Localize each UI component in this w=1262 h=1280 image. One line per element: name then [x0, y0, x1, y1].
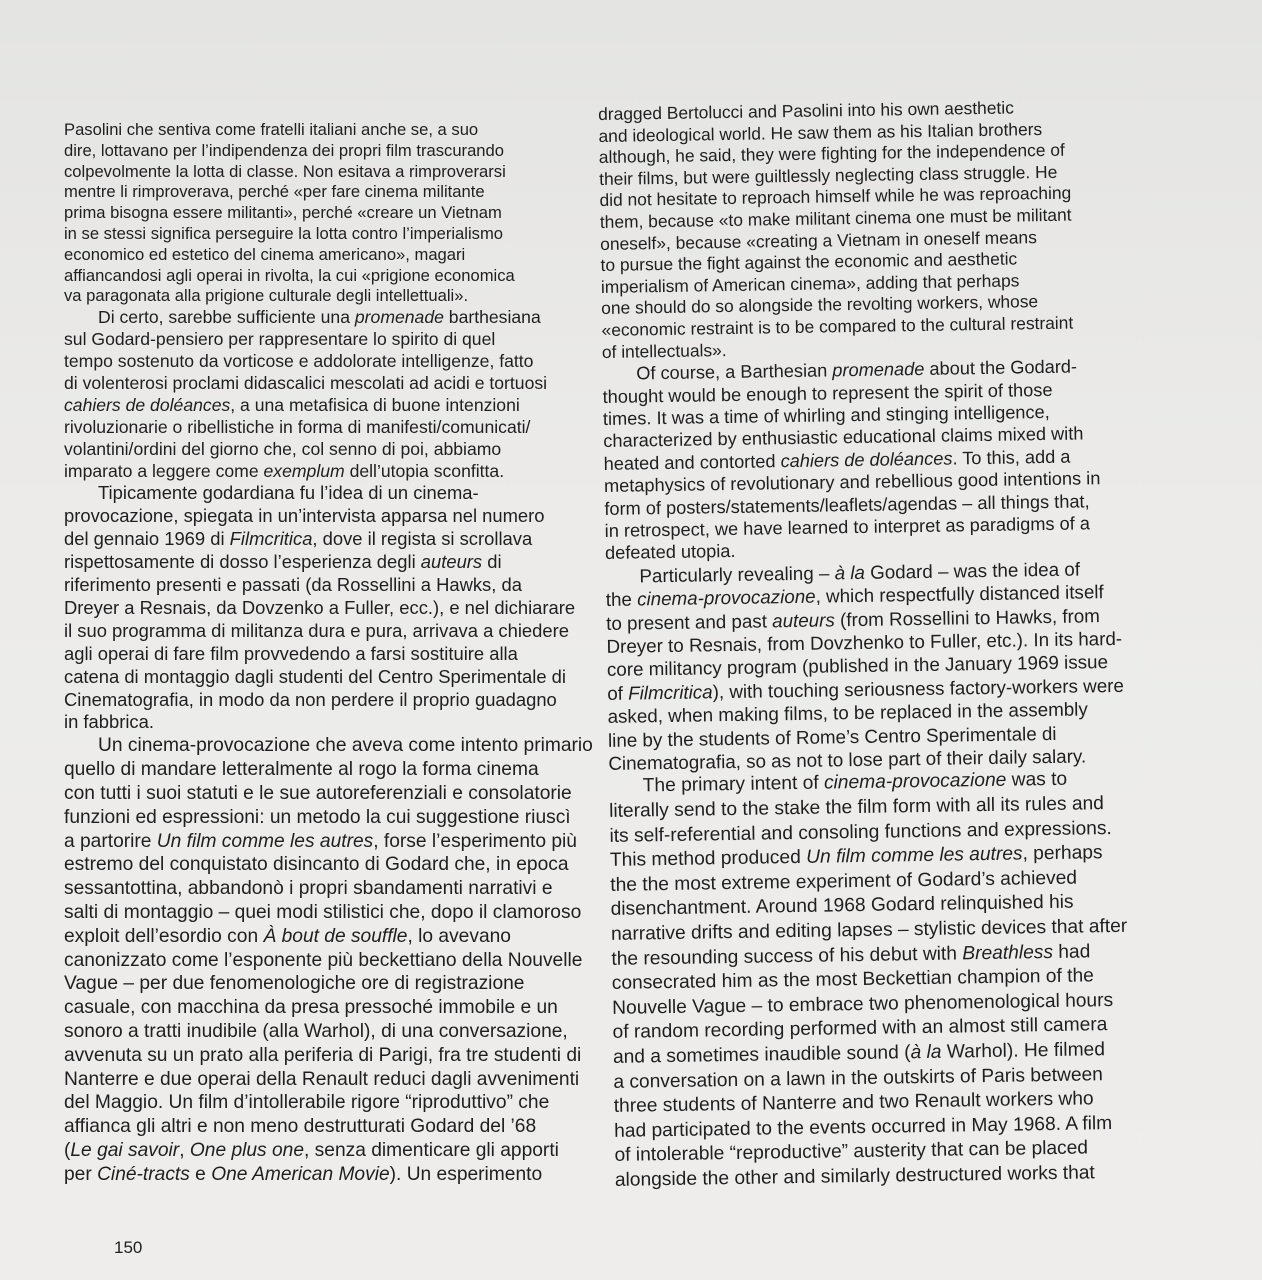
text-line: affiancandosi agli operai in rivolta, la cui «prigione economica [64, 265, 515, 285]
text-line: Cinematografia, so as not to lose part of their daily salary. [608, 745, 1087, 774]
text-line: colpevolmente la lotta di classe. Non esitava a rimproverarsi [64, 161, 506, 181]
text-line: in se stessi significa perseguire la lotta contro l’imperialismo [64, 223, 503, 243]
text-line: Un cinema-provocazione che aveva come intento primario [98, 735, 593, 757]
text-line: il suo programma di militanza dura e pura, arrivava a chiedere [64, 619, 569, 641]
text-line: Di certo, sarebbe sufficiente una promenade barthesiana [98, 307, 541, 328]
text-line: a conversation on a lawn in the outskirts of Paris between [613, 1063, 1104, 1093]
text-line: dragged Bertolucci and Pasolini into his own aesthetic [598, 97, 1014, 124]
text-line: casuale, con macchina da presa pressoché immobile e un [64, 997, 558, 1019]
text-line: economico ed estetico del cinema americano», magari [64, 244, 466, 264]
text-line: oneself», because «creating a Vietnam in oneself means [600, 226, 1037, 254]
text-line: consecrated him as the most Beckettian champion of the [611, 965, 1095, 995]
text-line: Pasolini che sentiva come fratelli italiani anche se, a suo [64, 120, 479, 139]
text-line: core militancy program (published in the January 1969 issue [606, 651, 1109, 681]
text-line: line by the students of Rome’s Centro Sperimentale di [607, 722, 1057, 751]
text-line: dire, lottavano per l’indipendenza dei propri film trascurando [64, 140, 504, 160]
text-line: to present and past auteurs (from Rossellini to Hawks, from [605, 604, 1101, 634]
text-line: The primary intent of cinema-provocazione was to [642, 769, 1068, 797]
text-line: one should do so alongside the revolting workers, whose [601, 291, 1039, 319]
text-line: con tutti i suoi statuti e le sue autoreferenziali e consolatorie [64, 782, 572, 804]
english-text-column [598, 95, 1175, 1193]
text-line: Nouvelle Vague – to embrace two phenomenological hours [612, 989, 1114, 1019]
text-line: sonoro a tratti inudibile (alla Warhol), di una conversazione, [64, 1020, 568, 1042]
text-line: «economic restraint is to be compared to the cultural restraint [601, 312, 1074, 340]
paragraph [598, 95, 1162, 363]
text-line: provocazione, spiegata in un’intervista apparsa nel numero [64, 505, 545, 527]
paragraph [605, 556, 1168, 775]
text-line: del gennaio 1969 di Filmcritica, dove il regista si scrollava [64, 528, 533, 550]
text-line: Particularly revealing – à la Godard – was the idea of [639, 558, 1081, 587]
text-line: quello di mandare letteralmente al rogo la forma cinema [64, 759, 539, 781]
text-line: of random recording performed with an almost still camera [612, 1014, 1108, 1044]
text-line: rispettosamente di dosso l’esperienza degli auteurs di [64, 551, 502, 573]
text-line: asked, when making films, to be replaced in the assembly [607, 698, 1088, 728]
text-line: exploit dell’esordio con À bout de souffle, lo avevano [64, 925, 511, 947]
text-line: Cinematografia, in modo da non perdere il proprio guadagno [64, 688, 557, 710]
text-line: alongside the other and similarly destructured works that [614, 1162, 1095, 1191]
text-line: narrative drifts and editing lapses – stylistic devices that after [610, 915, 1128, 945]
text-line: a partorire Un film comme les autres, forse l’esperimento più [64, 830, 577, 852]
text-line: per Ciné-tracts e One American Movie). Un esperimento [64, 1163, 543, 1185]
text-line: avvenuta su un prato alla periferia di Parigi, fra tre studenti di [64, 1044, 582, 1066]
page-number: 150 [114, 1238, 143, 1257]
text-line: its self-referential and consoling functions and expressions. [609, 817, 1112, 847]
text-line: (Le gai savoir, One plus one, senza dimenticare gli apporti [64, 1139, 559, 1161]
text-line: their films, but were guiltlessly neglecting class struggle. He [599, 161, 1058, 189]
text-line: tempo sostenuto da vorticose e addolorate intelligenze, fatto [64, 350, 534, 371]
paragraph [64, 307, 584, 482]
italian-text-column [64, 120, 593, 1187]
text-line: salti di montaggio – quei modi stilistici che, dopo il clamoroso [64, 901, 582, 923]
text-line: Of course, a Barthesian promenade about the Godard- [636, 356, 1078, 384]
text-line: the resounding success of his debut with Breathless had [611, 940, 1091, 970]
text-line: and a sometimes inaudible sound (à la Warhol). He filmed [612, 1039, 1106, 1068]
paragraph [64, 482, 584, 734]
text-line: Dreyer a Resnais, da Dovzenko a Fuller, ecc.), e nel dichiarare [64, 596, 576, 618]
text-line: characterized by enthusiastic educational claims mixed with [603, 423, 1084, 452]
paragraph [602, 354, 1165, 564]
text-line: rivoluzionarie o ribellistiche in forma di manifesti/comunicati/ [64, 416, 531, 437]
text-line: Vague – per due fenomenologiche ore di registrazione [64, 973, 525, 995]
text-line: Tipicamente godardiana fu l’idea di un cinema- [98, 482, 479, 504]
text-line: mentre li rimproverava, perché «per fare cinema militante [64, 182, 485, 202]
text-line: va paragonata alla prigione culturale degli intellettuali». [64, 286, 469, 306]
text-line: Dreyer to Resnais, from Dovzhenko to Fuller, etc.). In its hard- [606, 627, 1123, 657]
text-line: literally send to the stake the film form with all its rules and [608, 793, 1105, 822]
text-line: canonizzato come l’esponente più beckettiano della Nouvelle [64, 949, 583, 971]
text-line: funzioni ed espressioni: un metodo la cui suggestione riuscì [64, 806, 571, 828]
text-line: disenchantment. Around 1968 Godard relinquished his [610, 892, 1074, 921]
text-line: volantini/ordini del giorno che, col senno di poi, abbiamo [64, 438, 502, 459]
text-line: had participated to the events occurred in May 1968. A film [613, 1112, 1113, 1142]
text-line: prima bisogna essere militanti», perché «creare un Vietnam [64, 203, 502, 223]
text-line: the cinema-provocazione, which respectfully distanced itself [605, 581, 1104, 611]
text-line: three students of Nanterre and two Renault workers who [613, 1088, 1094, 1118]
text-line: metaphysics of revolutionary and rebellious good intentions in [603, 468, 1101, 497]
paragraph [64, 120, 584, 307]
text-line: although, he said, they were fighting for the independence of [598, 139, 1065, 168]
text-line: imparato a leggere come exemplum dell’utopia sconfitta. [64, 460, 505, 481]
text-line: catena di montaggio dagli studenti del Centro Sperimentale di [64, 665, 566, 687]
text-line: del Maggio. Un film d’intollerabile rigore “riproduttivo” che [64, 1092, 550, 1114]
text-line: of Filmcritica), with touching seriousness factory-workers were [607, 674, 1125, 704]
text-line: form of posters/statements/leaflets/agendas – all things that, [604, 490, 1090, 519]
text-line: did not hesitate to reproach himself while he was reproaching [599, 182, 1072, 211]
text-line: imperialism of American cinema», adding that perhaps [600, 270, 1020, 297]
text-line: This method produced Un film comme les autres, perhaps [609, 842, 1103, 872]
text-line: in fabbrica. [64, 711, 154, 733]
text-line: heated and contorted cahiers de doléances. To this, add a [603, 446, 1071, 474]
paragraph [64, 734, 593, 1186]
text-line: riferimento presenti e passati (da Rossellini a Hawks, da [64, 574, 522, 596]
text-line: sul Godard-pensiero per rappresentare lo spirito di quel [64, 329, 496, 350]
text-line: and ideological world. He saw them as his Italian brothers [598, 118, 1043, 146]
text-line: to pursue the fight against the economic and aesthetic [600, 248, 1018, 276]
paragraph [609, 767, 1175, 1194]
text-line: di volenterosi proclami didascalici mescolati ad acidi e tortuosi [64, 372, 548, 393]
text-line: affianca gli altri e non meno destrutturati Godard del ’68 [64, 1116, 537, 1138]
text-line: thought would be enough to represent the spirit of those [602, 379, 1053, 407]
text-line: the the most extreme experiment of Godard’s achieved [610, 867, 1078, 896]
text-line: of intolerable “reproductive” austerity that can be placed [614, 1137, 1089, 1167]
text-line: them, because «to make militant cinema one must be militant [599, 204, 1072, 232]
text-line: of intellectuals». [601, 339, 727, 362]
text-line: Nanterre e due operai della Renault reduci dagli avvenimenti [64, 1068, 580, 1090]
text-line: agli operai di fare film provvedendo a farsi sostituire alla [64, 642, 518, 664]
text-line: estremo del conquistato disincanto di Godard che, in epoca [64, 854, 569, 876]
text-line: in retrospect, we have learned to interpret as paradigms of a [604, 513, 1091, 541]
text-line: times. It was a time of whirling and stinging intelligence, [602, 401, 1050, 429]
text-line: sessantottina, abbandonò i propri sbandamenti narrativi e [64, 878, 553, 900]
text-line: defeated utopia. [604, 541, 736, 564]
text-line: cahiers de doléances, a una metafisica di buone intenzioni [64, 394, 520, 415]
